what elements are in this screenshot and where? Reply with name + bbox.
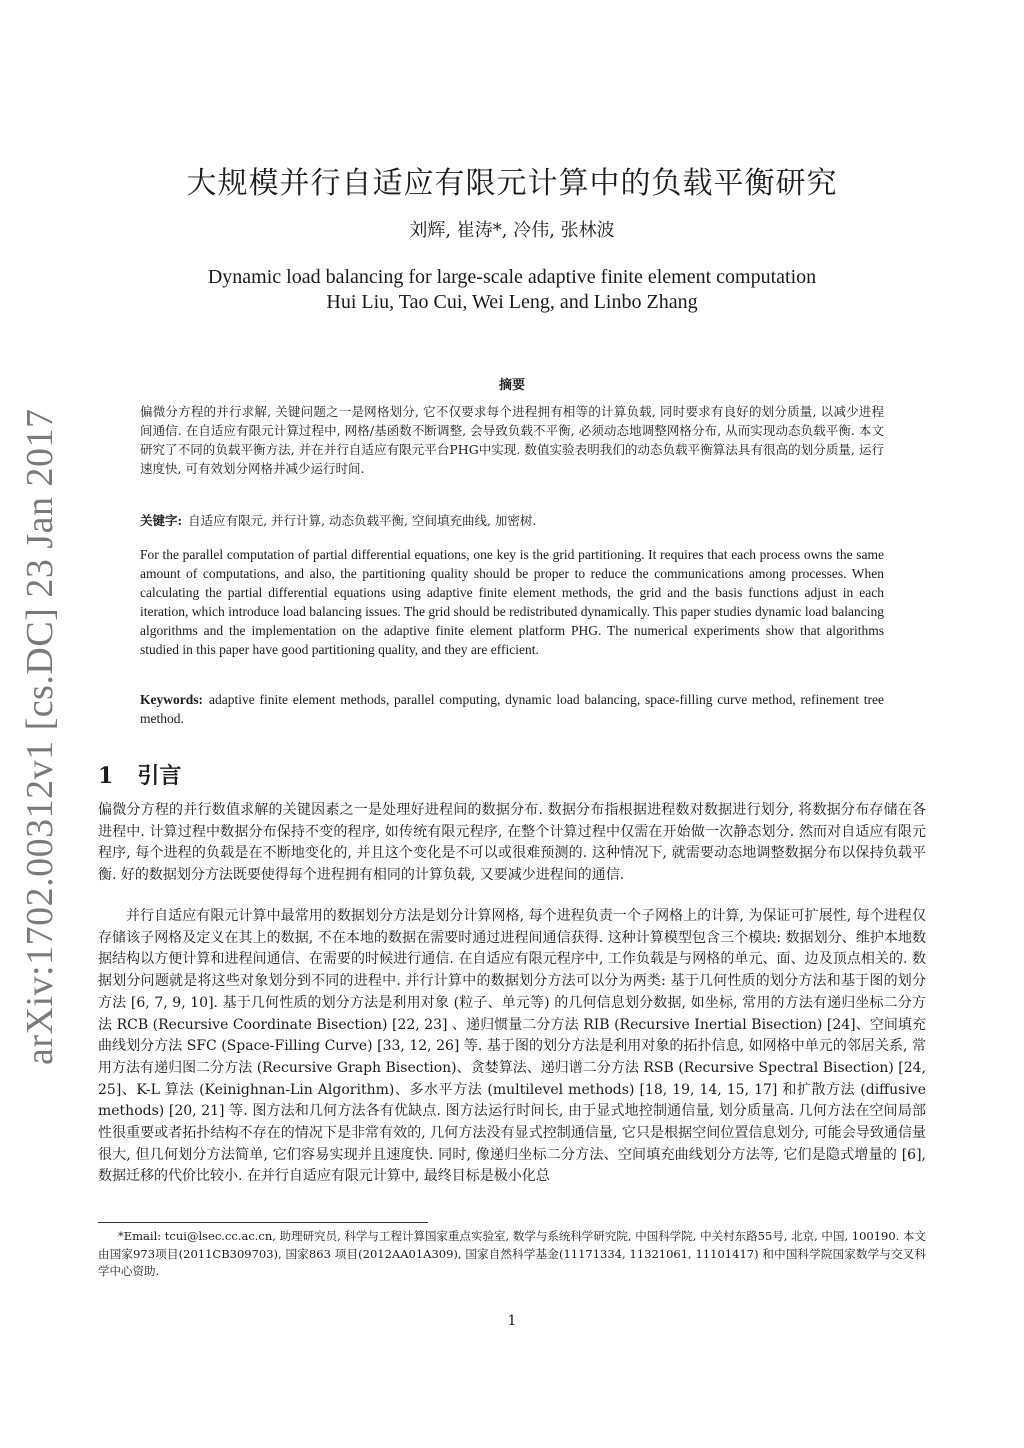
paper-title-cn: 大规模并行自适应有限元计算中的负载平衡研究: [186, 166, 838, 201]
page-number: 1: [507, 1313, 517, 1329]
abstract-en: For the parallel computation of partial differential equations, one key is the grid partitioning. It requires that each process owns the same amount of computations, and also, the partitioning quality should be proper to reduce the communications among processes. When calculating the partial differential equations using adaptive finite element methods, the grid and the basis functions adjust in each iteration, which introduce load balancing issues. The grid should be redistributed dynamically. This paper studies dynamic load balancing algorithms and the implementation on the adaptive finite element platform PHG. The numerical experiments show that algorithms studied in this paper have good partitioning quality, and they are efficient.: [140, 547, 884, 658]
keywords-en-label: Keywords:: [140, 692, 203, 707]
keywords-cn: [140, 511, 884, 530]
keywords-cn-label: 关键字:: [140, 513, 183, 528]
abstract-heading: 摘要: [498, 378, 525, 393]
keywords-cn-text: 自适应有限元, 并行计算, 动态负载平衡, 空间填充曲线, 加密树.: [188, 513, 537, 528]
arxiv-identifier: arXiv:1702.00312v1 [cs.DC] 23 Jan 2017: [19, 408, 61, 1065]
section-number: 1: [98, 763, 114, 789]
abstract-cn: 偏微分方程的并行求解, 关键问题之一是网格划分, 它不仅要求每个进程拥有相等的计算负载, 同时要求有良好的划分质量, 以减少进程间通信. 在自适应有限元计算过程中, 网格/基函数不断调整, 会导致负载不平衡, 必须动态地调整网格分布, 从而实现动态负载平衡. 本文研究了不同的负载平衡方法, 并在并行自适应有限元平台PHG中实现. 数值实验表明我们的动态负载平衡算法具有很高的划分质量, 运行速度快, 可有效划分网格并减少运行时间.: [140, 404, 884, 476]
paper-title-en: Dynamic load balancing for large-scale adaptive finite element computation: [207, 266, 817, 288]
section-heading: [98, 759, 181, 790]
keywords-en: [140, 690, 884, 728]
authors-cn: 刘辉, 崔涛*, 冷伟, 张林波: [409, 220, 615, 241]
keywords-en-text: adaptive finite element methods, parallel computing, dynamic load balancing, space-filling curve method, refinement tree method.: [140, 692, 884, 727]
section-title: 引言: [137, 763, 182, 789]
footnote-divider: [98, 1222, 428, 1223]
footnote: *Email: tcui@lsec.cc.ac.cn, 助理研究员, 科学与工程计算国家重点实验室, 数学与系统科学研究院, 中国科学院, 中关村东路55号, 北京, 中国, 100190. 本文由国家973项目(2011CB309703), 国家863 项目(2012AA01A309), 国家自然科学基金(11171334, 11321061, 11101417) 和中国科学院国家数学与交叉科学中心资助.: [98, 1229, 926, 1278]
body-paragraph: 偏微分方程的并行数值求解的关键因素之一是处理好进程间的数据分布. 数据分布指根据进程数对数据进行划分, 将数据分布存储在各进程中. 计算过程中数据分布保持不变的程序, 如传统有限元程序, 在整个计算过程中仅需在开始做一次静态划分. 然而对自适应有限元程序, 每个进程的负载是在不断地变化的, 并且这个变化是不可以或很难预测的. 这种情况下, 就需要动态地调整数据分布以保持负载平衡. 好的数据划分方法既要使得每个进程拥有相同的计算负载, 又要减少进程间的通信.: [98, 802, 926, 884]
authors-en: Hui Liu, Tao Cui, Wei Leng, and Linbo Zhang: [326, 291, 698, 313]
body-paragraph: 并行自适应有限元计算中最常用的数据划分方法是划分计算网格, 每个进程负责一个子网格上的计算, 为保证可扩展性, 每个进程仅存储该子网格及定义在其上的数据, 不在本地的数据在需要时通过进程间通信获得. 这种计算模型包含三个模块: 数据划分、维护本地数据结构以方便计算和进程间通信、在需要的时候进行通信. 在自适应有限元程序中, 工作负载是与网格的单元、面、边及顶点相关的. 数据划分问题就是将这些对象划分到不同的进程中. 并行计算中的数据划分方法可以分为两类: 基于几何性质的划分方法和基于图的划分方法 [6, 7, 9, 10]. 基于几何性质的划分方法是利用对象 (粒子、单元等) 的几何信息划分数据, 如坐标, 常用的方法有递归坐标二分方法 RCB (Recursive Coordinate Bisection) [22, 23] 、递归惯量二分方法 RIB (Recursive Inertial Bisection) [24]、空间填充曲线划分方法 SFC (Space-Filling Curve) [33, 12, 26] 等. 基于图的划分方法是利用对象的拓扑信息, 如网格中单元的邻居关系, 常用方法有递归图二分方法 (Recursive Graph Bisection)、贪婪算法、递归谱二分方法 RSB (Recursive Spectral Bisection) [24, 25]、K-L 算法 (Keinighnan-Lin Algorithm)、多水平方法 (multilevel methods) [18, 19, 14, 15, 17] 和扩散方法 (diffusive methods) [20, 21] 等. 图方法和几何方法各有优缺点. 图方法运行时间长, 由于显式地控制通信量, 划分质量高. 几何方法在空间局部性很重要或者拓扑结构不存在的情况下是非常有效的, 几何方法没有显式控制通信量, 它只是根据空间位置信息划分, 可能会导致通信量很大, 但几何划分方法简单, 它们容易实现并且速度快. 同时, 像递归坐标二分方法、空间填充曲线划分方法等, 它们是隐式增量的 [6], 数据迁移的代价比较小. 在并行自适应有限元计算中, 最终目标是极小化总: [98, 908, 926, 1185]
